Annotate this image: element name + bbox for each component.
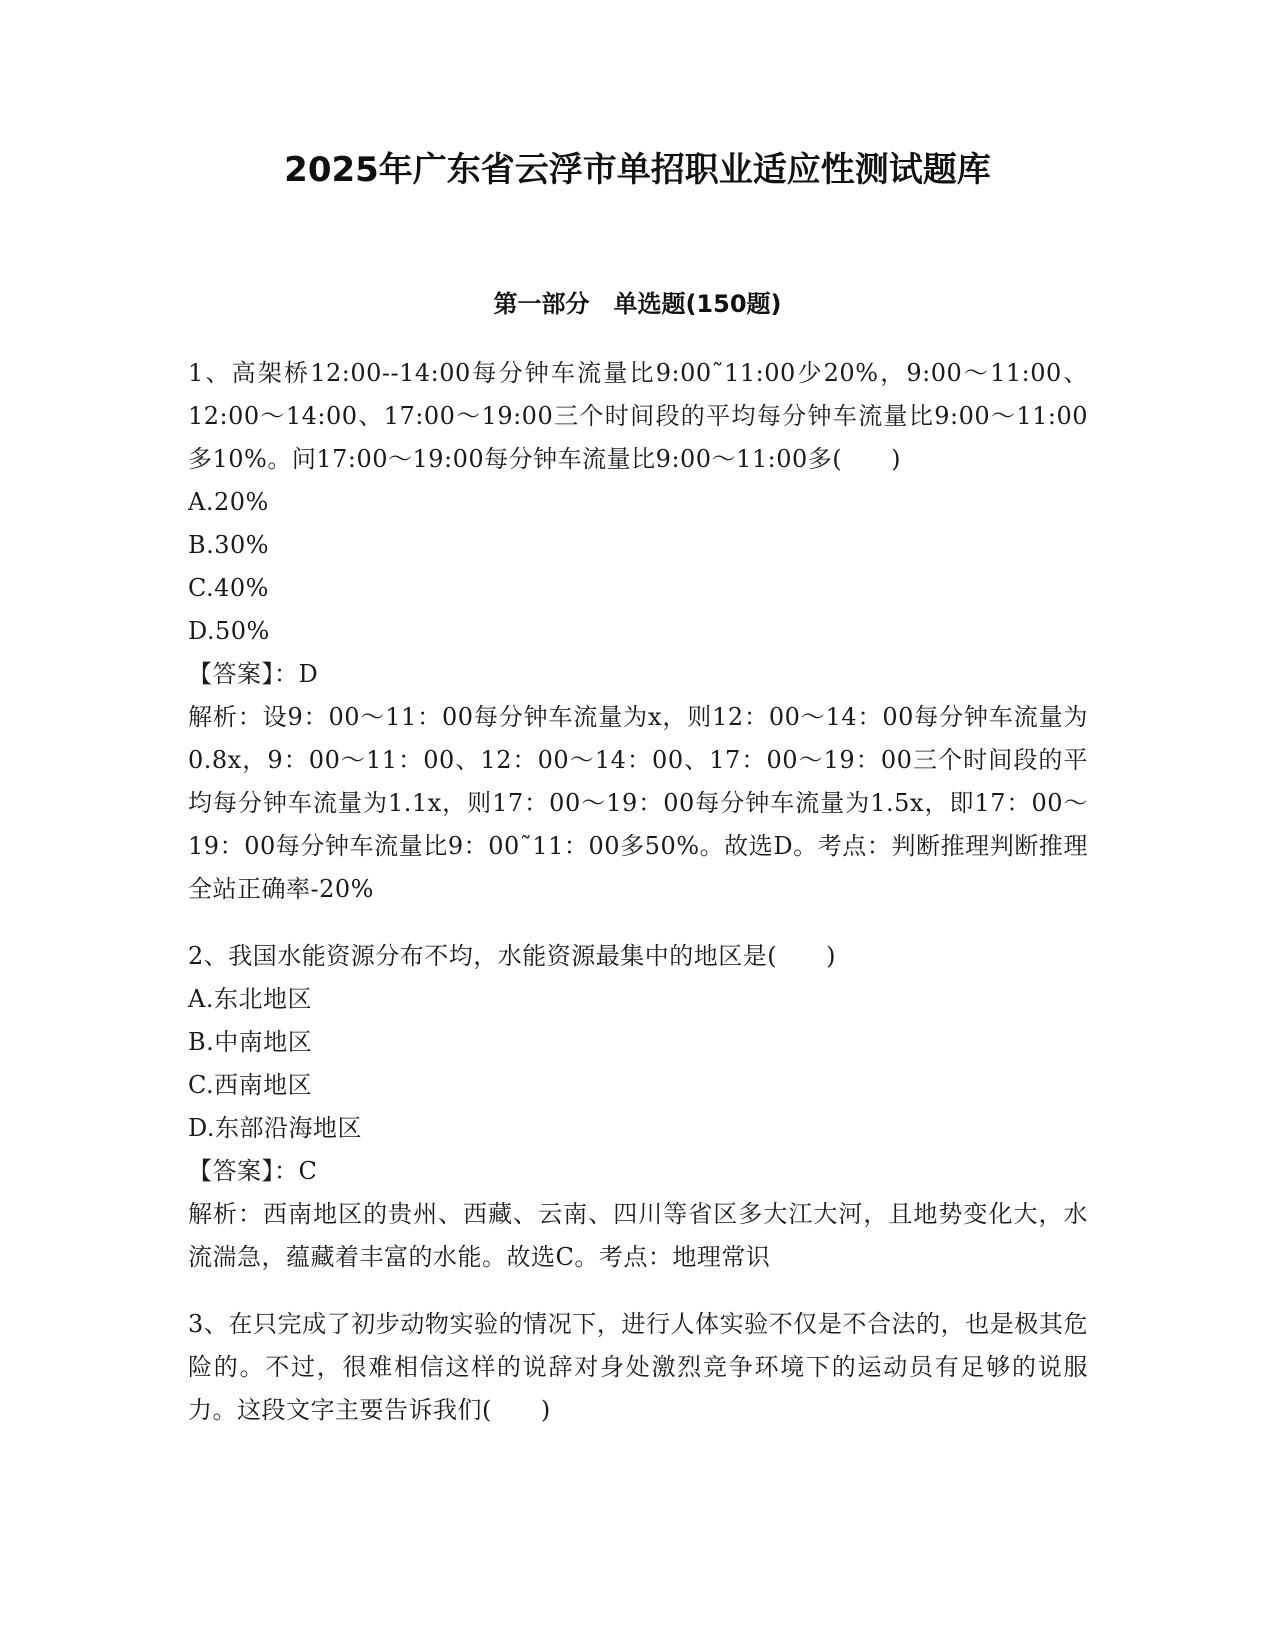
explanation-text: 解析：设9：00～11：00每分钟车流量为x，则12：00～14：00每分钟车流量为0.8x，9：00～11：00、12：00～14：00、17：00～19：00三个时间段的平均每分钟车流量为1.1x，则17：00～19：00每分钟车流量为1.5x，即17：00～19：00每分钟车流量比9：00˜11：00多50%。故选D。考点：判断推理判断推理全站正确率-20% [188,703,1088,903]
option-b: B.中南地区 [188,1028,313,1056]
option-d: D.50% [188,617,270,645]
question-stem: 2、我国水能资源分布不均，水能资源最集中的地区是( ) [188,942,836,970]
question-stem: 3、在只完成了初步动物实验的情况下，进行人体实验不仅是不合法的，也是极其危险的。不过，很难相信这样的说辞对身处激烈竞争环境下的运动员有足够的说服力。这段文字主要告诉我们( ) [188,1310,1088,1424]
question-stem: 1、高架桥12:00--14:00每分钟车流量比9:00˜11:00少20%，9:00～11:00、12:00～14:00、17:00～19:00三个时间段的平均每分钟车流量比9:00～11:00多10%。问17:00～19:00每分钟车流量比9:00～11:00多( ) [188,359,1088,473]
question-item [188,352,1088,911]
option-a: A.20% [188,488,269,516]
question-list [188,352,1088,1456]
answer-line: 【答案】：C [188,1157,318,1185]
section-title: 第一部分 单选题(150题) [493,290,782,318]
answer-line: 【答案】：D [188,660,319,688]
question-item [188,935,1088,1279]
explanation-text: 解析：西南地区的贵州、西藏、云南、四川等省区多大江大河，且地势变化大，水流湍急，蕴藏着丰富的水能。故选C。考点：地理常识 [188,1200,1088,1271]
option-d: D.东部沿海地区 [188,1114,363,1142]
option-c: C.40% [188,574,269,602]
question-item [188,1303,1088,1432]
option-c: C.西南地区 [188,1071,313,1099]
option-a: A.东北地区 [188,985,312,1013]
option-b: B.30% [188,531,270,559]
document-title: 2025年广东省云浮市单招职业适应性测试题库 [284,150,991,190]
